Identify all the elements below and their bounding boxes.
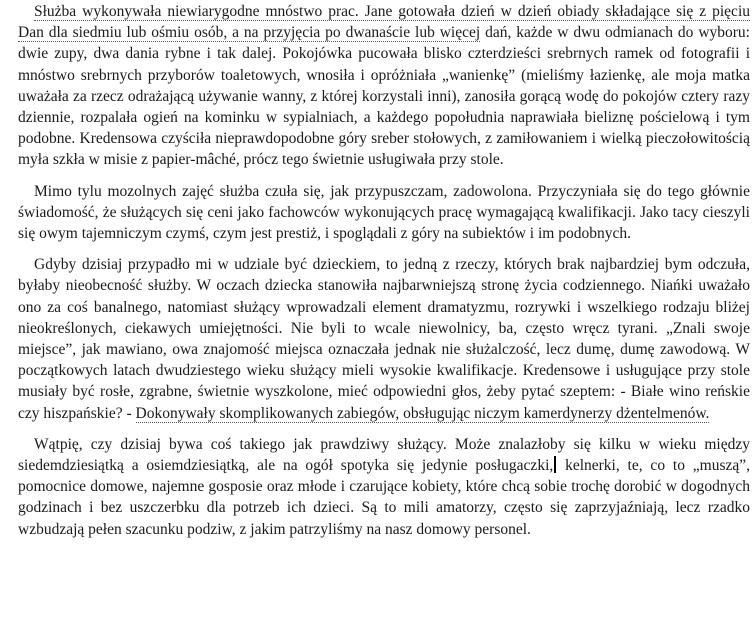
paragraph-4[interactable]: [18, 434, 750, 540]
paragraph-1-text: dań, każde w dwu odmianach do wyboru: dwie zupy, dwa dania rybne i tak dalej. Pokojówka pucowała blisko czterdzieści srebrnych ramek od fotografii i mnóstwo srebrnych przyborów toaletowych, wnosiła i opróżniała „wanienkę” (mieliśmy łazienkę, ale moja matka uważała za rzecz odrażającą używanie wanny, z której korzystali inni), zanosiła gorącą wodę do pokojów cztery razy dziennie, rozpalała ogień na kominku w sypialniach, a każdego popołudnia naprawiała bieliznę pościelową i tym podobne. Kredensowa czyściła nieprawdopodobne góry sreber stołowych, z zamiłowaniem i wielką pieczołowitością myła szkła w misie z papier-mâché, prócz tego świetnie usługiwała przy stole.: [18, 24, 750, 169]
paragraph-3-text: Gdyby dzisiaj przypadło mi w udziale być dzieckiem, to jedną z rzeczy, których brak najbardziej bym odczuła, byłaby nieobecność służby. W oczach dziecka stanowiła najbarwniejszą stronę życia codziennego. Niańki uważało ono za coś banalnego, natomiast służący wprowadzali element dramatyzmu, rozrywki i wszelkiego rodzaju bliżej nieokreślonych, ciekawych umiejętności. Nie byli to wcale niewolnicy, ba, często wręcz tyrani. „Znali swoje miejsce”, jak mawiano, owa znajomość miejsca oznaczała jednak nie służalczość, lecz dumę, dumę zawodową. W początkowych latach dwudziestego wieku służący mieli wysokie kwalifikacje. Kredensowe i usługujące przy stole musiały być rosłe, zgrabne, świetnie wyszkolone, mieć odpowiedni głos, żeby pytać szeptem: - Białe wino reńskie czy hiszpańskie? -: [18, 256, 750, 422]
tracked-change-text: Dokonywały skomplikowanych zabiegów, obsługując niczym kamerdynerzy dżentelmenów.: [135, 404, 710, 422]
tracked-change-text: Służba wykonywała niewiarygodne mnóstwo prac. Jane gotowała dzień w dzień obiady składające się z pięciu Dan dla siedmiu lub ośmiu osób, a na przyjęcia po dwanaście lub więcej: [18, 3, 750, 42]
paragraph-3: [18, 254, 750, 424]
text-cursor: [554, 456, 556, 473]
paragraph-1: [18, 1, 750, 171]
paragraph-4-text-after-caret: kelnerki, te, co to „muszą”, pomocnice domowe, najemne gosposie oraz młode i czarujące kobiety, które chcą sobie trochę dorobić w dogodnych godzinach i bez uszczerbku dla potrzeb ich dzieci. Są to mili amatorzy, często się zaprzyjaźniają, lecz rzadko wzbudzają pełen szacunku podziw, z jakim patrzyliśmy na nasz domowy personel.: [18, 457, 751, 538]
paragraph-4-text-before-caret: Wątpię, czy dzisiaj bywa coś takiego jak prawdziwy służący. Może znalazłoby się kilku w wieku między siedemdziesiątką a osiemdziesiątką, ale na ogół spotyka się jedynie posługaczki,: [18, 435, 750, 475]
paragraph-2: Mimo tylu mozolnych zajęć służba czuła się, jak przypuszczam, zadowolona. Przyczyniała się do tego głównie świadomość, że służących się ceni jako fachowców wykonujących pracę wymagającą kwalifikacji. Jako tacy cieszyli się owym tajemniczym czymś, czym jest prestiż, i spoglądali z góry na subiektów i im podobnych.: [18, 182, 750, 243]
